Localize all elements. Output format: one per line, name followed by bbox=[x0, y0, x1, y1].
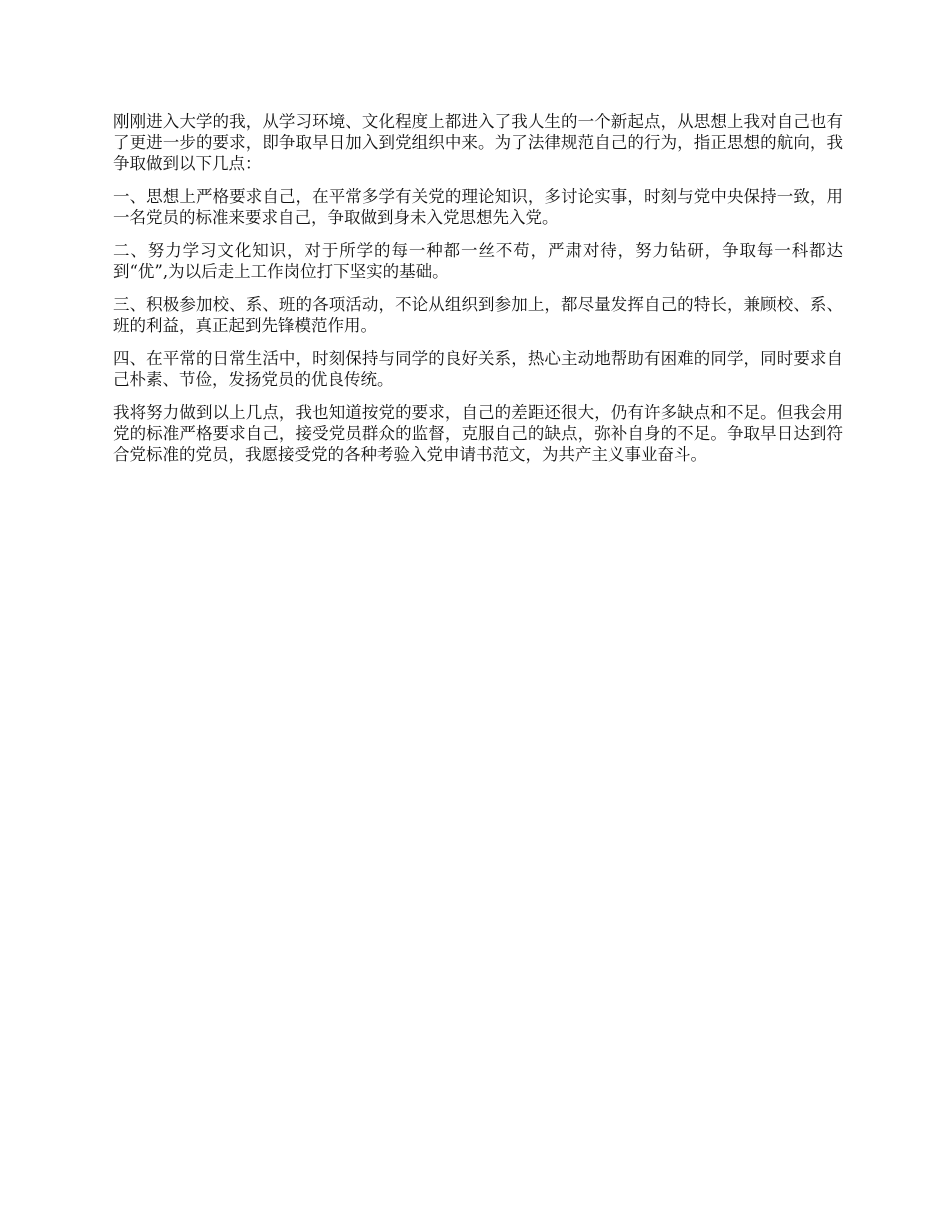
paragraph-point-four: 四、在平常的日常生活中，时刻保持与同学的良好关系，热心主动地帮助有困难的同学，同时要求自己朴素、节俭，发扬党员的优良传统。 bbox=[113, 349, 843, 389]
paragraph-conclusion: 我将努力做到以上几点，我也知道按党的要求，自己的差距还很大，仍有许多缺点和不足。但我会用党的标准严格要求自己，接受党员群众的监督，克服自己的缺点，弥补自身的不足。争取早日达到符合党标准的党员，我愿接受党的各种考验入党申请书范文，为共产主义事业奋斗。 bbox=[113, 403, 843, 464]
paragraph-point-one: 一、思想上严格要求自己，在平常多学有关党的理论知识，多讨论实事，时刻与党中央保持一致，用一名党员的标准来要求自己，争取做到身未入党思想先入党。 bbox=[113, 187, 843, 227]
paragraph-point-two: 二、努力学习文化知识，对于所学的每一种都一丝不苟，严肃对待，努力钻研，争取每一科都达到“优”,为以后走上工作岗位打下坚实的基础。 bbox=[113, 241, 843, 281]
paragraph-intro: 刚刚进入大学的我，从学习环境、文化程度上都进入了我人生的一个新起点，从思想上我对自己也有了更进一步的要求，即争取早日加入到党组织中来。为了法律规范自己的行为，指正思想的航向，我争取做到以下几点： bbox=[113, 112, 843, 173]
document-body bbox=[113, 111, 843, 477]
paragraph-point-three: 三、积极参加校、系、班的各项活动，不论从组织到参加上，都尽量发挥自己的特长，兼顾校、系、班的利益，真正起到先锋模范作用。 bbox=[113, 295, 843, 335]
